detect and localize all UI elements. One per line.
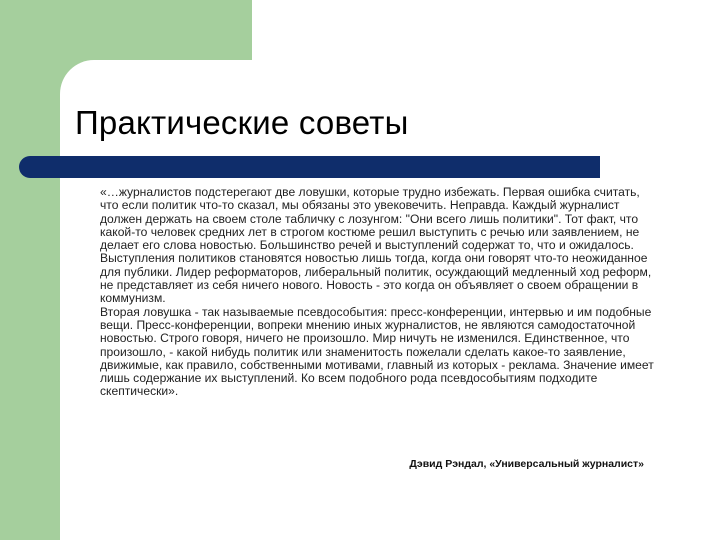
quote-paragraph-1: «…журналистов подстерегают две ловушки, которые трудно избежать. Первая ошибка считать, что если политик что-то сказал, мы обязаны это увековечить. Неправда. Каждый журналист должен держать на своем столе табличку с лозунгом: "Они всего лишь политики". Тот факт, что какой-то человек средних лет в строгом костюме решил выступить с речью или заявлением, не делает его слова новостью. Большинство речей и выступлений содержат то, что и ожидалось. Выступления политиков становятся новостью лишь тогда, когда они говорят что-то неожиданное для публики. Лидер реформаторов, либеральный политик, осуждающий медленный ход реформ, не представляет из себя ничего нового. Новость - это когда он объявляет о своем обращении в коммунизм. [100,185,652,306]
quote-attribution: Дэвид Рэндал, «Универсальный журналист» [409,458,644,470]
green-left-strip [0,0,60,540]
slide-title: Практические советы [75,104,409,141]
title-underline-bar [19,156,600,178]
quote-body [100,186,660,399]
quote-paragraph-2: Вторая ловушка - так называемые псевдособытия: пресс-конференции, интервью и им подобные вещи. Пресс-конференции, вопреки мнению иных журналистов, не являются самодостаточной новостью. Строго говоря, ничего не произошло. Мир ничуть не изменился. Единственное, что произошло, - какой нибудь политик или знаменитость пожелали сделать какое-то заявление, движимые, как правило, собственными мотивами, главный из которых - реклама. Значение имеет лишь содержание их выступлений. Ко всем подобного рода псевдособытиям подходите скептически». [100,304,654,399]
